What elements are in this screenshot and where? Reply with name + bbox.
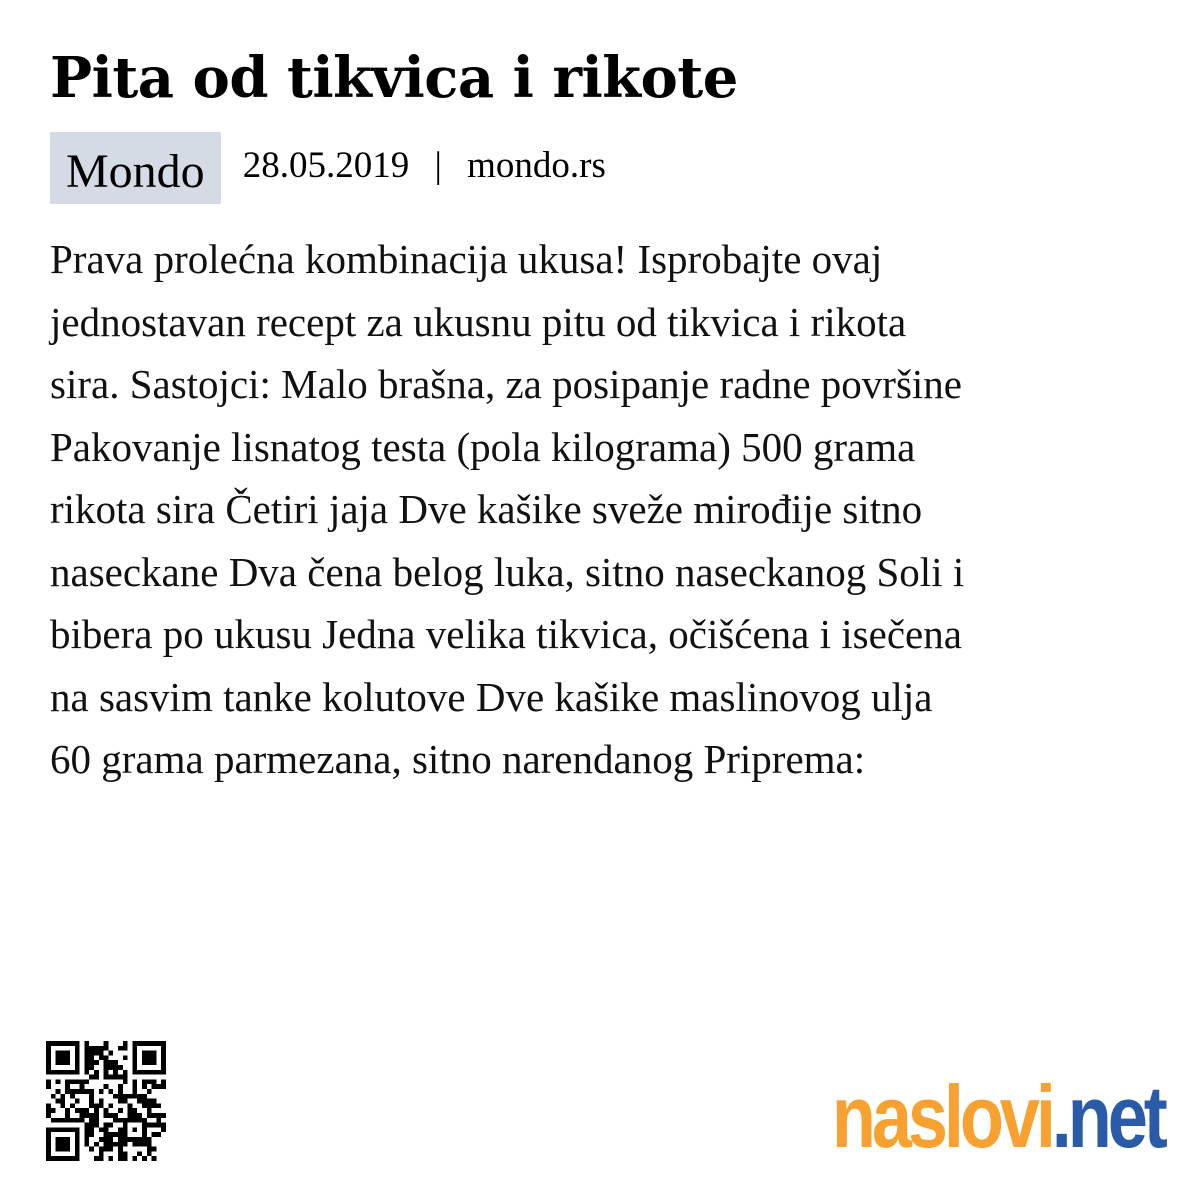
body-line: 60 grama parmezana, sitno narendanog Priprema: [50,736,866,782]
article-date: 28.05.2019 [242,145,410,186]
body-line: na sasvim tanke kolutove Dve kašike maslinovog ulja [50,673,933,720]
source-domain[interactable]: mondo.rs [467,145,606,186]
article-body [50,228,1160,791]
source-badge[interactable]: Mondo [50,132,221,204]
body-line: sira. Sastojci: Malo brašna, za posipanje radne površine [50,361,962,407]
meta-info [243,132,606,200]
qr-code-icon[interactable] [46,1038,166,1164]
naslovi-logo[interactable] [832,1062,1164,1172]
body-line: jednostavan recept za ukusnu pitu od tikvica i rikota [50,298,907,345]
body-line: Prava prolećna kombinacija ukusa! Isprobajte ovaj [50,236,883,282]
meta-separator: | [434,145,442,186]
logo-text-naslovi: naslovi [832,1067,1053,1166]
body-line: Pakovanje lisnatog testa (pola kilograma) 500 grama [50,423,916,470]
article-meta [50,132,606,204]
body-line: rikota sira Četiri jaja Dve kašike sveže mirođije sitno [50,486,923,532]
article-title: Pita od tikvica i rikote [50,45,738,111]
logo-text-net: .net [1052,1067,1164,1166]
body-line: naseckane Dva čena belog luka, sitno naseckanog Soli i [50,548,965,595]
body-line: bibera po ukusu Jedna velika tikvica, očišćena i isečena [50,611,962,657]
